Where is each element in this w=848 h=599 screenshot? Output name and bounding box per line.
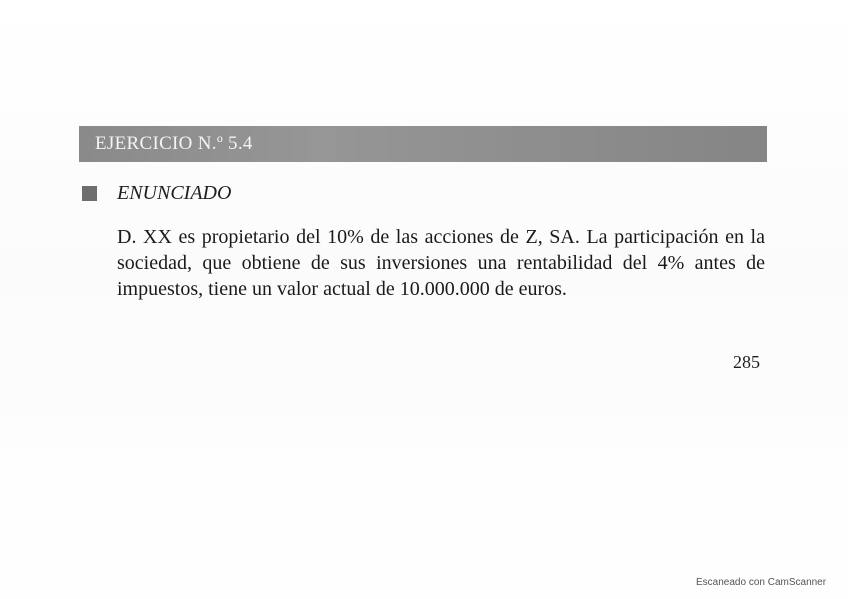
section-bullet-square-icon bbox=[82, 186, 97, 201]
page-number: 285 bbox=[733, 352, 760, 372]
scanner-watermark: Escaneado con CamScanner bbox=[696, 577, 827, 588]
exercise-title: EJERCICIO N.º 5.4 bbox=[95, 133, 253, 154]
section-heading: ENUNCIADO bbox=[117, 182, 232, 204]
statement-paragraph: D. XX es propietario del 10% de las acciones de Z, SA. La participación en la sociedad, que obtiene de sus inversiones una rentabilidad del 4% antes de impuestos, tiene un valor actual de 10.000.000 de euros. bbox=[117, 226, 765, 300]
exercise-header-bar bbox=[79, 126, 767, 162]
